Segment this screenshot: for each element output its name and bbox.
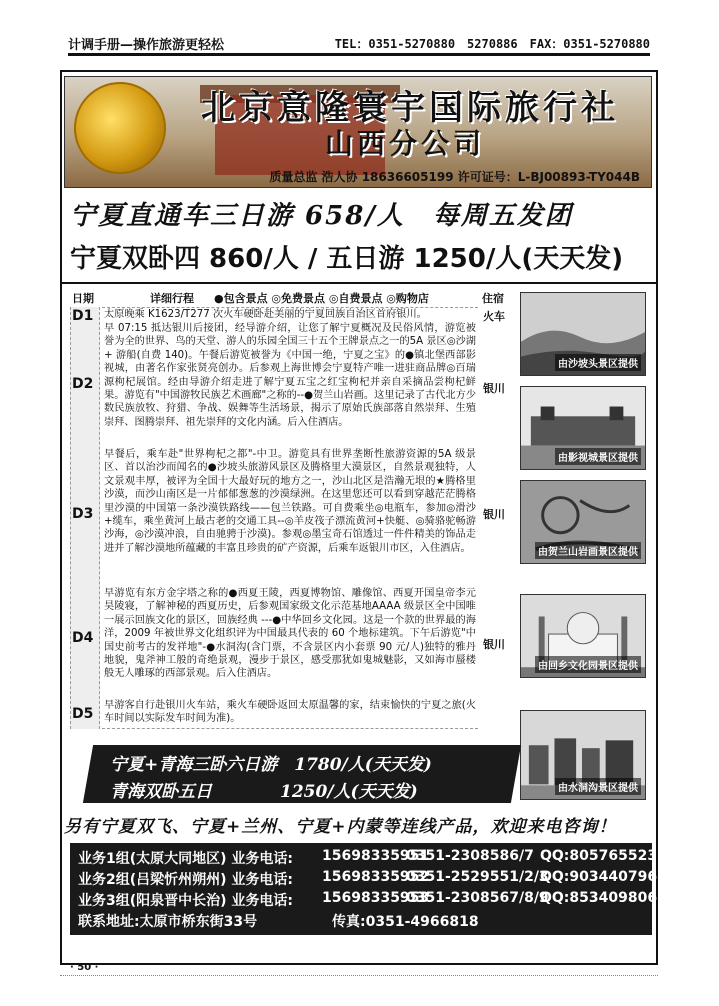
mobile-number: 15698335951 bbox=[322, 848, 430, 864]
promo-line-qinghai-five-day: 青海双卧五日 1250/人(天天发) bbox=[110, 782, 418, 802]
headline-four-five-day-tour: 宁夏双卧四 860/人 / 五日游 1250/人(天天发) bbox=[70, 244, 624, 274]
day-label: D3 bbox=[72, 506, 94, 522]
phone-numbers: TEL：0351-5270880 5270886 FAX：0351-5270880 bbox=[334, 37, 650, 51]
stay-location: 银川 bbox=[483, 638, 505, 651]
itinerary-column-header: 详细行程 bbox=[150, 292, 194, 305]
mobile-number: 15698335952 bbox=[322, 869, 430, 885]
stay-location: 银川 bbox=[483, 508, 505, 521]
hui-culture-park-photo bbox=[520, 594, 646, 678]
slogan-text: 计调手册—操作旅游更轻松 bbox=[68, 38, 225, 53]
photo-caption: 由回乡文化园景区提供 bbox=[535, 656, 641, 673]
itinerary-day2-text: 早 07:15 抵达银川后接团，经导游介绍，让您了解宁夏概况及民俗风情，游览被誉为全的世界、鸟的天堂、游人的乐园全国三十五个王牌景点之一的5A 景区◎沙湖 + 游船(自费 140)。午餐后游览被誉为《中国一绝，宁夏之宝》的●镇北堡西部影视城，由著名作家张贤亮创办。后参观上海世博会宁夏特产唯一进驻商品牌◎百瑞源枸杞展馆。经由导游介绍走进了解宁夏五宝之红宝枸杞并亲自采摘品尝枸杞鲜果。游览有"中国游牧民族艺术画廊"之称的--●贺兰山岩画。这里记录了古代北方少数民族放牧、狩猎、争战、娱舞等生活场景，揭示了原始氏族部落自然崇拜、生殖崇拜、图腾崇拜、祖先崇拜的文化内涵。后入住酒店。 bbox=[104, 323, 476, 428]
day-label: D2 bbox=[72, 376, 94, 392]
itinerary-day5-text: 早游客自行赴银川火车站，乘火车硬卧返回太原温馨的家，结束愉快的宁夏之旅(火车时间以实际发车时间为准)。 bbox=[104, 700, 476, 725]
headline-three-day-tour: 宁夏直通车三日游 658/人 每周五发团 bbox=[70, 201, 573, 231]
page-number: · 50 · bbox=[70, 962, 99, 973]
itinerary-day4-text: 早游览有东方金字塔之称的●西夏王陵，西夏博物馆、雕像馆、西夏开国皇帝李元昊陵寝，了解神秘的西夏历史，后参观国家级文化示范基地AAAA 级景区全中国唯一展示回族文化的景区，回族经典 ---●中华回乡文化园。这是一个款的世界最的海洋，2009 年被世界文化组织评为中国最具代表的 60 个地标建筑。下午后游览"中国史前考古的发祥地"-●水洞沟(含门票，不含景区内小套票 90 元/人)独特的雅丹地貌，鬼斧神工般的奇绝景观，漫步于景区，感受那犹如鬼城魅影，又如海市蜃楼般无人雕琢的西部景观。后入住酒店。 bbox=[104, 588, 476, 680]
promo-line-qinghai-six-day: 宁夏+青海三卧六日游 1780/人(天天发) bbox=[110, 755, 432, 775]
dragon-logo-icon bbox=[74, 82, 166, 174]
legend-text: ●包含景点 ◎免费景点 ◎自费景点 ◎购物店 bbox=[214, 292, 429, 305]
shapotou-photo bbox=[520, 292, 646, 376]
day-label: D1 bbox=[72, 308, 94, 324]
stay-column-header: 住宿 bbox=[482, 292, 504, 305]
section-divider bbox=[62, 282, 656, 284]
tel-number: 0351-2308586/7 bbox=[406, 848, 534, 864]
mobile-number: 15698335953 bbox=[322, 890, 430, 906]
tel-number: 0351-2308567/8/9 bbox=[406, 890, 549, 906]
branch-name: 山西分公司 bbox=[324, 127, 485, 160]
photo-caption: 由影视城景区提供 bbox=[555, 448, 641, 465]
tel-number: 0351-2529551/2/3 bbox=[406, 869, 549, 885]
day-label: D4 bbox=[72, 630, 94, 646]
qq-number: QQ:853409806 bbox=[540, 890, 658, 906]
more-products-notice: 另有宁夏双飞、宁夏+兰州、宁夏+内蒙等连线产品，欢迎来电咨询！ bbox=[64, 817, 617, 837]
company-name: 北京意隆寰宇国际旅行社 bbox=[201, 88, 619, 128]
date-column-header: 日期 bbox=[72, 292, 94, 305]
stay-location: 火车 bbox=[483, 310, 505, 323]
photo-caption: 由水洞沟景区提供 bbox=[555, 778, 641, 795]
film-city-photo bbox=[520, 386, 646, 470]
helan-rock-art-photo bbox=[520, 480, 646, 564]
group-label: 业务1组(太原大同地区) 业务电话: bbox=[78, 851, 294, 867]
itinerary-day1-text: 太原晚乘 K1623/T277 次火车硬卧赴美丽的宁夏回族自治区首府银川。 bbox=[104, 309, 427, 320]
qq-number: QQ:805765523 bbox=[540, 848, 658, 864]
top-header-bar bbox=[68, 34, 650, 56]
photo-caption: 由沙坡头景区提供 bbox=[555, 354, 641, 371]
group-label: 业务2组(吕梁忻州朔州) 业务电话: bbox=[78, 872, 294, 888]
address-text: 联系地址:太原市桥东街33号 bbox=[78, 914, 258, 930]
day-label: D5 bbox=[72, 706, 94, 722]
fax-number: 传真:0351-4966818 bbox=[332, 914, 479, 930]
license-info: 质量总监 浩人协 18636605199 许可证号：L-BJ00893-TY044B bbox=[269, 170, 640, 184]
stay-location: 银川 bbox=[483, 382, 505, 395]
shuidonggou-photo bbox=[520, 710, 646, 800]
page-bottom-rule bbox=[60, 975, 658, 976]
photo-caption: 由贺兰山岩画景区提供 bbox=[535, 542, 641, 559]
itinerary-table-header bbox=[68, 290, 508, 306]
itinerary-day3-text: 早餐后，乘车赴"世界枸杞之都"-中卫。游览具有世界垄断性旅游资源的5A 级景区、首以治沙而闻名的●沙坡头旅游风景区及腾格里大漠景区，自然景观独特，人文景观丰厚，被评为全国十大最好玩的地方之一，沙山北区是浩瀚无垠的★腾格里沙漠，而沙山南区是一片郁郁葱葱的沙漠绿洲。在这里您还可以看到穿越茫茫腾格里沙漠的中国第一条沙漠铁路线——包兰铁路。可自费乘坐◎电瓶车，参加◎滑沙+缆车，乘坐黄河上最古老的交通工具--◎羊皮筏子漂流黄河+快艇、◎骑骆驼畅游沙海，◎沙漠冲浪，自由驰骋于沙漠)。参观◎墨宝奇石馆透过一件件精美的饰品走进并了解沙漠地所蕴藏的丰富且珍贵的矿产资源，后乘车返银川市区，入住酒店。 bbox=[104, 449, 476, 554]
group-label: 业务3组(阳泉晋中长治) 业务电话: bbox=[78, 893, 294, 909]
qq-number: QQ:903440796 bbox=[540, 869, 658, 885]
